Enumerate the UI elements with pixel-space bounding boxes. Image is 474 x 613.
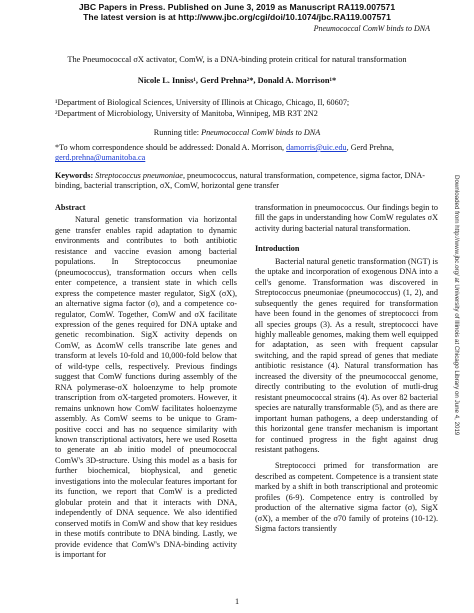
- page-number: 1: [234, 597, 240, 606]
- keywords: [55, 171, 435, 192]
- email-link-morrison[interactable]: damorris@uic.edu: [286, 143, 347, 152]
- keywords-label: Keywords:: [55, 171, 96, 180]
- running-title-text: Pneumococcal ComW binds to DNA: [201, 128, 321, 137]
- affiliation-2: ²Department of Microbiology, University of Manitoba, Winnipeg, MB R3T 2N2: [55, 109, 318, 118]
- correspondence: [55, 143, 435, 164]
- left-column: [55, 203, 237, 560]
- introduction-heading: Introduction: [255, 244, 300, 254]
- running-title-label: Running title:: [153, 128, 202, 137]
- abstract-end: transformation in pneumococcus. Our findings begin to fill the gaps in understanding how ComW regulates σX activity during bacterial natural transformation.: [255, 203, 438, 233]
- affiliation-1: ¹Department of Biological Sciences, University of Illinois at Chicago, Chicago, Il, 60607;: [55, 98, 350, 107]
- banner-line-1: JBC Papers in Press. Published on June 3, 2019 as Manuscript RA119.007571: [78, 2, 396, 12]
- abstract-heading: Abstract: [55, 203, 86, 212]
- keywords-rest: , pneumococcus, natural transformation, competence, sigma factor, DNA-binding, bacterial transcription, σX, ComW, horizontal gene transfer: [55, 171, 425, 191]
- keywords-italic: Streptococcus pneumoniae: [95, 171, 183, 180]
- right-column: [255, 203, 438, 535]
- author-list: Nicole L. Inniss¹, Gerd Prehna²*, Donald A. Morrison¹*: [137, 76, 337, 85]
- email-link-prehna[interactable]: gerd.prehna@umanitoba.ca: [55, 153, 146, 163]
- abstract-text: Natural genetic transformation via horizontal gene transfer enables rapid adaptation to dynamic environments and contributes to both antibiotic resistance and vaccine evasion among bacterial populations. In Streptococcus pneumoniae (pneumococcus), transformation occurs when cells enter competence, a transient state in which cells express the competence master regulator, SigX (σX), an alternative sigma factor (σ), and a competence co-regulator, ComW. Together, ComW and σX facilitate expression of the genes required for DNA uptake and genetic recombination. SigX activity depends on ComW, as ΔcomW cells transcribe late genes and transform at levels 10-fold and 10,000-fold below that of wild-type cells, respectively. Previous findings suggest that ComW functions during assembly of the RNA polymerase-σX holoenzyme to help promote transcription from σX-targeted promoters. However, it remains unknown how ComW facilitates holoenzyme assembly. As ComW seems to be unique to Gram-positive cocci and has no sequence similarity with known transcriptional activators, here we used Rosetta to generate an ab initio model of pneumococcal ComW's 3D-structure. Using this model as a basis for further biochemical, biophysical, and genetic investigations into the molecular features important for its function, we report that ComW is a predicted globular protein and that it interacts with DNA, independently of DNA sequence. We also identified conserved motifs in ComW and show that key residues in these motifs contribute to DNA binding. Lastly, we provide evidence that ComW's DNA-binding activity is important for: [55, 215, 237, 559]
- intro-paragraph-2: Streptococci primed for transformation are described as competent. Competence is a transient state marked by a shift in both transcriptional and proteomic profiles (6-9). Competence entry is controlled by production of the alternative sigma factor (σ), SigX (σX), a member of the σ70 family of proteins (10-12). Sigma factors transiently: [255, 461, 438, 534]
- running-title: [30, 128, 444, 137]
- correspondence-text: *To whom correspondence should be addressed: Donald A. Morrison,: [55, 143, 287, 152]
- paper-title: The Pneumococcal σX activator, ComW, is a DNA-binding protein critical for natural transformation: [67, 55, 407, 64]
- download-side-note: Downloaded from http://www.jbc.org/ at University of Illinois at Chicago Library on June 4, 2019: [453, 175, 460, 436]
- banner-line-2[interactable]: The latest version is at http://www.jbc.org/cgi/doi/10.1074/jbc.RA119.007571: [83, 12, 391, 22]
- intro-paragraph-1: Bacterial natural genetic transformation (NGT) is the uptake and incorporation of exogenous DNA into a cell's genome. Transformation was discovered in Streptococcus pneumoniae (pneumococcus) (1, 2), and subsequently the genes required for transformation have been found in the genomes of streptococci from all species groups (3). As a result, streptococci have highly malleable genomes, making them well equipped for adaptation, as seen with frequent capsular switching, and the rapid spread of genes that mediate antibiotic resistance (4). Natural transformation has increased the diversity of the pneumococcal genome, directly contributing to the evolution of mutli-drug resistant pneumococcal strains (4). As over 82 bacterial species are naturally transformable (5), and as there are important human pathogens, a deep understanding of this horizontal gene transfer mechanism is important for continued progress in the fight against drug resistant pathogens.: [255, 256, 438, 454]
- journal-banner: [0, 2, 474, 22]
- running-head: Pneumococcal ComW binds to DNA: [313, 24, 430, 33]
- correspondence-mid: , Gerd Prehna,: [346, 143, 394, 152]
